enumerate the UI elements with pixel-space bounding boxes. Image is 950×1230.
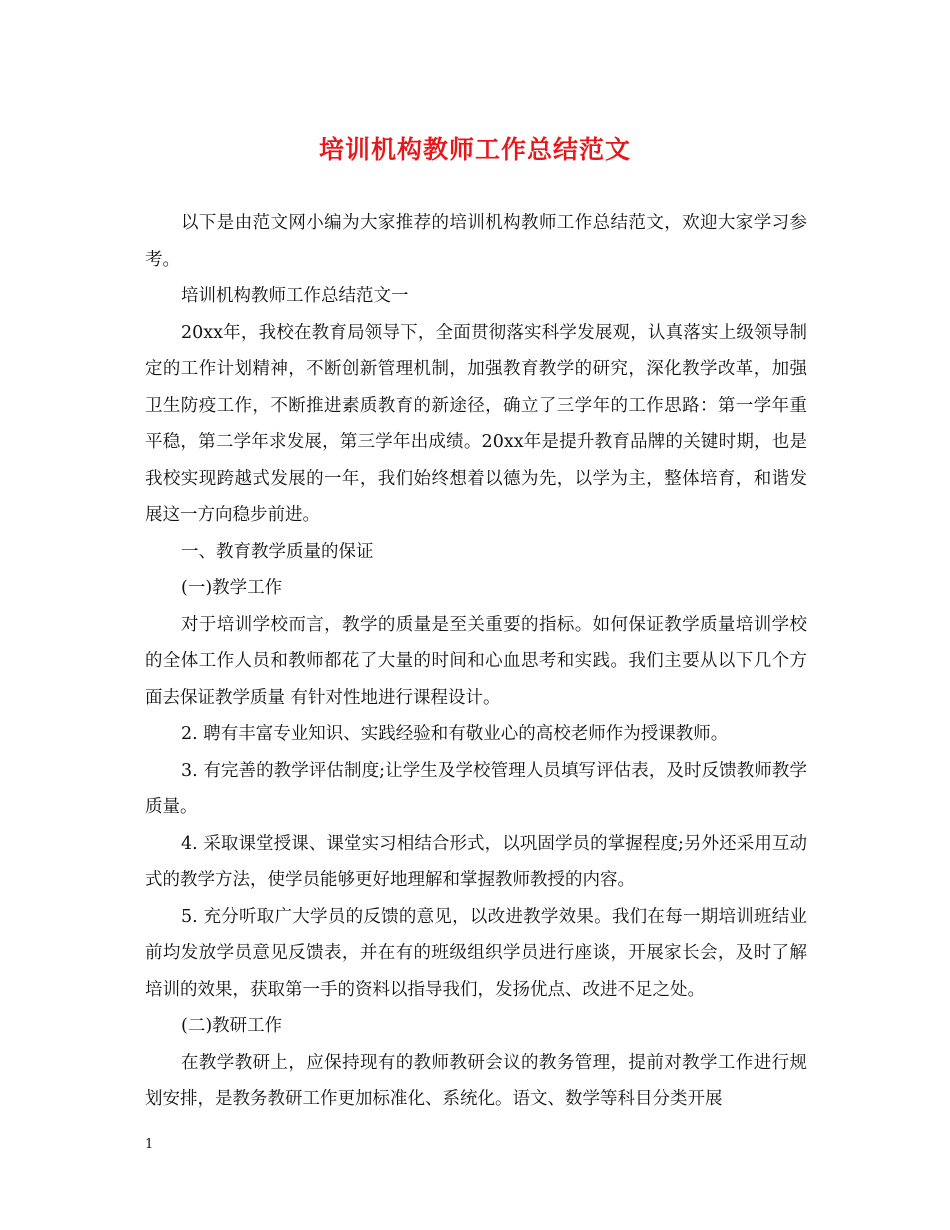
list-item-2: 2. 聘有丰富专业知识、实践经验和有敬业心的高校老师作为授课教师。 xyxy=(181,724,729,744)
paragraph-intro: 以下是由范文网小编为大家推荐的培训机构教师工作总结范文，欢迎大家学习参考。 xyxy=(145,213,807,270)
list-item-4: 4. 采取课堂授课、课堂实习相结合形式，以巩固学员的掌握程度;另外还采用互动式的教学方法，使学员能够更好地理解和掌握教师教授的内容。 xyxy=(145,833,807,890)
page-number: 1 xyxy=(145,1137,154,1152)
section-heading-sample-one: 培训机构教师工作总结范文一 xyxy=(181,286,409,306)
subsection-heading-research: (二)教研工作 xyxy=(181,1016,283,1036)
document-body xyxy=(145,205,807,1118)
subsection-heading-teaching: (一)教学工作 xyxy=(181,578,283,598)
document-title: 培训机构教师工作总结范文 xyxy=(318,135,631,164)
list-item-3: 3. 有完善的教学评估制度;让学生及学校管理人员填写评估表，及时反馈教师教学质量。 xyxy=(145,760,807,817)
section-heading-quality: 一、教育教学质量的保证 xyxy=(181,541,374,562)
list-item-5: 5. 充分听取广大学员的反馈的意见，以改进教学效果。我们在每一期培训班结业前均发放学员意见反馈表，并在有的班级组织学员进行座谈，开展家长会，及时了解培训的效果，获取第一手的资料以指导我们，发扬优点、改进不足之处。 xyxy=(145,906,807,1000)
paragraph-teaching-quality: 对于培训学校而言，教学的质量是至关重要的指标。如何保证教学质量培训学校的全体工作人员和教师都花了大量的时间和心血思考和实践。我们主要从以下几个方面去保证教学质量 有针对性地进行课程设计。 xyxy=(145,614,807,708)
paragraph-research: 在教学教研上，应保持现有的教师教研会议的教务管理，提前对教学工作进行规划安排，是教务教研工作更加标准化、系统化。语文、数学等科目分类开展 xyxy=(145,1052,807,1109)
paragraph-overview: 20xx年，我校在教育局领导下，全面贯彻落实科学发展观，认真落实上级领导制定的工作计划精神，不断创新管理机制，加强教育教学的研究，深化教学改革，加强卫生防疫工作，不断推进素质教育的新途径，确立了三学年的工作思路：第一学年重平稳，第二学年求发展，第三学年出成绩。20xx年是提升教育品牌的关键时期，也是我校实现跨越式发展的一年，我们始终想着以德为先，以学为主，整体培育，和谐发展这一方向稳步前进。 xyxy=(145,322,807,525)
